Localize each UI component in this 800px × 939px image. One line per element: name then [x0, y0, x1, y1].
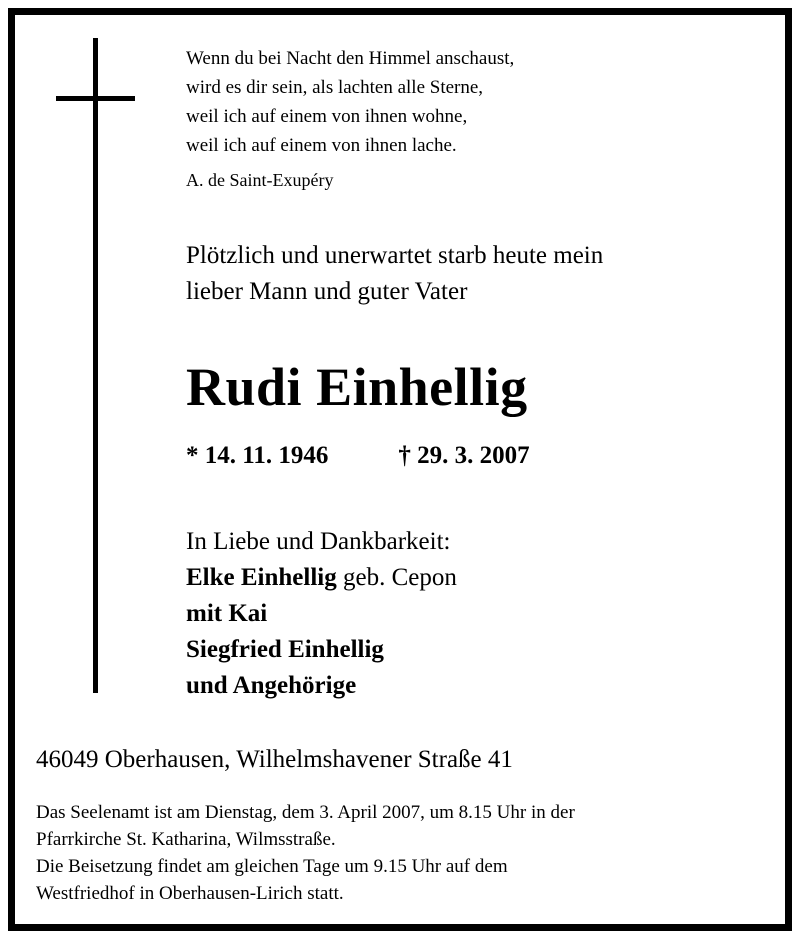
death-date: † 29. 3. 2007	[398, 442, 530, 469]
intro-text	[186, 238, 603, 310]
poem-line: weil ich auf einem von ihnen wohne,	[186, 106, 468, 127]
intro-line: lieber Mann und guter Vater	[186, 278, 468, 305]
mourner-line: und Angehörige	[186, 672, 357, 699]
mourner-line: Siegfried Einhellig	[186, 636, 384, 663]
mourner-wife	[186, 560, 457, 596]
notice-line: Die Beisetzung findet am gleichen Tage um 9.15 Uhr auf dem	[36, 856, 508, 877]
mourners	[186, 524, 457, 704]
cross-icon-bar	[56, 96, 135, 101]
cross-icon	[93, 38, 98, 693]
deceased-name: Rudi Einhellig	[186, 357, 528, 417]
notice-line: Westfriedhof in Oberhausen-Lirich statt.	[36, 883, 344, 904]
notice-line: Das Seelenamt ist am Dienstag, dem 3. April 2007, um 8.15 Uhr in der	[36, 802, 575, 823]
poem-line: Wenn du bei Nacht den Himmel anschaust,	[186, 48, 515, 69]
poem	[186, 44, 514, 160]
mourner-wife-name: Elke Einhellig	[186, 564, 337, 591]
poem-line: weil ich auf einem von ihnen lache.	[186, 135, 457, 156]
poem-author: A. de Saint-Exupéry	[186, 170, 334, 190]
intro-line: Plötzlich und unerwartet starb heute mein	[186, 242, 604, 269]
birth-date: * 14. 11. 1946	[186, 442, 329, 469]
address: 46049 Oberhausen, Wilhelmshavener Straße 41	[36, 746, 513, 773]
mourners-heading: In Liebe und Dankbarkeit:	[186, 528, 451, 555]
mourner-line: mit Kai	[186, 600, 268, 627]
poem-line: wird es dir sein, als lachten alle Sterne,	[186, 77, 484, 98]
notice-line: Pfarrkirche St. Katharina, Wilmsstraße.	[36, 829, 336, 850]
service-notice	[36, 799, 575, 907]
mourner-wife-maiden: geb. Cepon	[336, 564, 457, 591]
life-dates	[186, 442, 530, 470]
